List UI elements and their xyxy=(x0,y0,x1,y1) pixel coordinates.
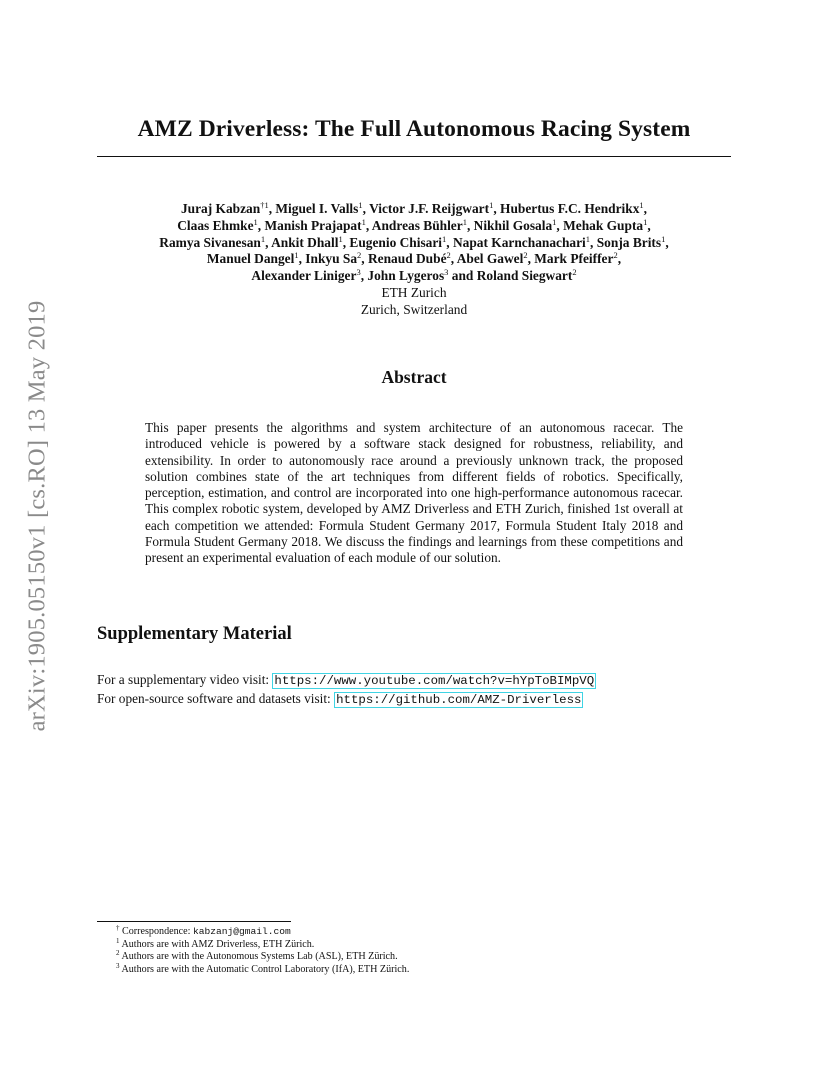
footnote-text: Authors are with AMZ Driverless, ETH Zürich. xyxy=(119,938,315,950)
author-name: Eugenio Chisari$^1$ xyxy=(349,233,447,250)
author-affiliation-mark: †1 xyxy=(260,200,269,210)
author-name: Manuel Dangel$^1$ xyxy=(206,250,299,267)
author-separator: , xyxy=(466,217,474,233)
author-separator: , xyxy=(298,251,306,267)
footnote xyxy=(116,951,716,964)
footnote-mark: 1 xyxy=(116,936,120,945)
author-separator: and xyxy=(448,268,477,284)
author-affiliation-mark: 1 xyxy=(462,216,467,227)
video-link-row xyxy=(97,671,731,690)
footnote-rule xyxy=(97,921,291,922)
author-affiliation-mark: 1 xyxy=(361,216,366,227)
author-separator: , xyxy=(362,201,370,216)
author-affiliation-mark: 2 xyxy=(523,250,528,261)
author-name: Sonja Brits$^1$ xyxy=(596,233,666,250)
footnote-text: Correspondence: xyxy=(119,926,193,937)
author-line xyxy=(97,251,731,268)
author-separator: , xyxy=(493,201,501,216)
footnote xyxy=(116,964,716,977)
author-separator: , xyxy=(643,201,648,216)
author-name: Ankit Dhall$^1$ xyxy=(271,233,343,250)
author-separator: , xyxy=(360,268,368,284)
abstract-text: This paper presents the algorithms and system architecture of an autonomous racecar. The introduced vehicle is powered by a software stack designed for robustness, reliability, and extensibility. In order to autonomously race around a previously unknown track, the proposed solution combines state of the art techniques from different fields of robotics. Specifically, perception, estimation, and control are incorporated into one high-performance autonomous racecar. This complex robotic system, developed by AMZ Driverless and ETH Zurich, finished 1st overall at each competition we attended: Formula Student Germany 2017, Formula Student Italy 2018 and Formula Student Germany 2018. We discuss the findings and learnings from these competitions and present an experimental evaluation of each module of our solution. xyxy=(145,420,683,566)
supplementary-links xyxy=(97,671,731,709)
author-name: Napat Karnchanachari$^1$ xyxy=(452,233,591,250)
title-rule xyxy=(97,156,731,157)
footnote xyxy=(116,936,716,952)
author-line xyxy=(97,268,731,285)
author-affiliation-mark: 1 xyxy=(661,233,666,244)
author-list xyxy=(97,201,731,285)
author-affiliation-mark: 1 xyxy=(489,200,494,210)
author-affiliation-mark: 2 xyxy=(357,250,362,261)
author-separator: , xyxy=(647,217,651,233)
author-name: Victor J.F. Reijgwart$^1$ xyxy=(369,200,494,216)
footnote-mark: 2 xyxy=(116,949,120,958)
author-name: Mehak Gupta$^1$ xyxy=(563,216,648,233)
author-separator: , xyxy=(268,201,276,216)
author-affiliation-mark: 1 xyxy=(253,216,258,227)
code-link-row xyxy=(97,690,731,709)
affiliation: ETH Zurich xyxy=(381,284,447,300)
author-name: Manish Prajapat$^1$ xyxy=(264,216,366,233)
footnote-text: Authors are with the Autonomous Systems Lab (ASL), ETH Zürich. xyxy=(119,951,398,963)
author-line xyxy=(97,201,731,218)
abstract-heading: Abstract xyxy=(381,367,447,387)
footnote-email: kabzanj@gmail.com xyxy=(192,926,291,937)
author-name: John Lygeros$^3$ xyxy=(367,267,449,284)
author-separator: , xyxy=(590,234,597,250)
author-name: Miguel I. Valls$^1$ xyxy=(275,200,363,216)
author-separator: , xyxy=(665,234,669,250)
author-separator: , xyxy=(265,234,272,250)
author-block xyxy=(97,201,731,319)
footnote-text: Authors are with the Automatic Control Laboratory (IfA), ETH Zürich. xyxy=(119,964,410,976)
author-affiliation-mark: 1 xyxy=(643,216,648,227)
author-affiliation-mark: 2 xyxy=(446,250,451,261)
author-name: Inkyu Sa$^2$ xyxy=(305,250,362,267)
author-line xyxy=(97,235,731,252)
author-separator: , xyxy=(365,217,372,233)
author-affiliation-mark: 1 xyxy=(260,233,266,244)
author-name: Renaud Dubé$^2$ xyxy=(368,250,451,267)
footnotes xyxy=(116,926,716,977)
author-name: Hubertus F.C. Hendrikx$^1$ xyxy=(500,200,644,216)
footnote-mark: 3 xyxy=(116,962,120,971)
author-separator: , xyxy=(617,251,622,267)
author-separator: , xyxy=(361,251,368,267)
author-affiliation-mark: 1 xyxy=(358,200,363,210)
author-separator: , xyxy=(342,234,350,250)
author-separator: , xyxy=(556,217,564,233)
author-affiliation-mark: 2 xyxy=(572,267,577,278)
author-name: Alexander Liniger$^3$ xyxy=(251,267,361,284)
author-affiliation-mark: 1 xyxy=(294,250,299,261)
video-link-label: For a supplementary video visit: xyxy=(97,672,273,687)
code-link[interactable]: https://github.com/AMZ-Driverless xyxy=(336,693,582,707)
author-separator: , xyxy=(527,251,535,267)
author-affiliation-mark: 3 xyxy=(444,267,449,278)
author-line xyxy=(97,218,731,235)
code-link-label: For open-source software and datasets visit: xyxy=(97,691,335,706)
author-name: Juraj Kabzan$^{\dagger 1}$ xyxy=(180,200,269,216)
affiliation-location: Zurich, Switzerland xyxy=(360,301,468,317)
author-name: Roland Siegwart$^2$ xyxy=(476,267,577,284)
footnote xyxy=(116,926,716,939)
author-affiliation-mark: 1 xyxy=(585,233,591,244)
author-name: Ramya Sivanesan$^1$ xyxy=(159,233,266,250)
author-affiliation-mark: 1 xyxy=(442,233,447,244)
paper-title: AMZ Driverless: The Full Autonomous Racing System xyxy=(137,116,691,142)
author-affiliation-mark: 2 xyxy=(613,250,618,261)
author-affiliation-mark: 1 xyxy=(552,216,557,227)
author-separator: , xyxy=(257,217,265,233)
author-name: Andreas Bühler$^1$ xyxy=(371,216,467,233)
arxiv-identifier: arXiv:1905.05150v1 [cs.RO] 13 May 2019 xyxy=(23,300,51,732)
author-separator: , xyxy=(450,251,457,267)
author-name: Nikhil Gosala$^1$ xyxy=(473,216,557,233)
footnote-mark: † xyxy=(116,924,120,932)
author-name: Claas Ehmke$^1$ xyxy=(177,216,258,233)
author-name: Abel Gawel$^2$ xyxy=(456,250,528,267)
author-name: Mark Pfeiffer$^2$ xyxy=(534,250,618,267)
video-link[interactable]: https://www.youtube.com/watch?v=hYpToBIMpVQ xyxy=(274,674,595,688)
arxiv-sidebar-stamp xyxy=(14,274,60,758)
supplementary-heading: Supplementary Material xyxy=(97,624,292,644)
author-affiliation-mark: 3 xyxy=(356,267,361,278)
author-separator: , xyxy=(446,234,453,250)
author-affiliation-mark: 1 xyxy=(338,233,343,244)
author-affiliation-mark: 1 xyxy=(639,200,644,210)
